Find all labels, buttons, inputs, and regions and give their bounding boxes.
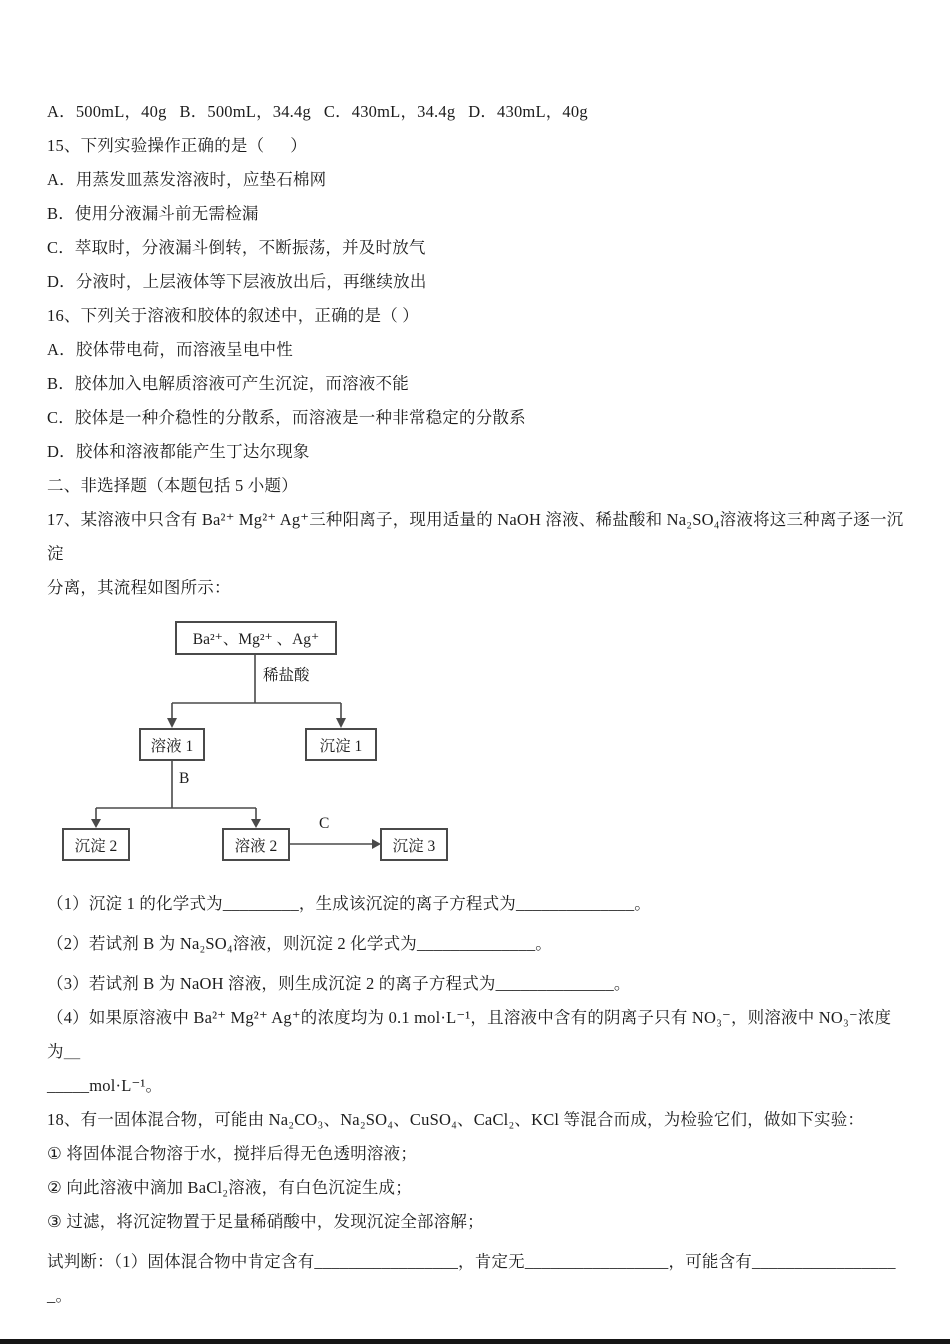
q15-option-c: C．萃取时，分液漏斗倒转，不断振荡，并及时放气 — [47, 238, 426, 257]
flowchart-label-b: B — [179, 770, 190, 787]
flowchart-label-c: C — [319, 815, 330, 832]
q15-stem: 15、下列实验操作正确的是（ ） — [47, 136, 307, 155]
flowchart-connectors — [47, 621, 517, 863]
q15-option-a: A．用蒸发皿蒸发溶液时，应垫石棉网 — [47, 170, 327, 189]
q16-option-b: B．胶体加入电解质溶液可产生沉淀，而溶液不能 — [47, 374, 409, 393]
q18-stem: 18、有一固体混合物，可能由 Na₂CO₃、Na₂SO₄、CuSO₄、CaCl₂、KCl 等混合而成，为检验它们，做如下实验： — [47, 1110, 865, 1129]
flowchart-box-precipitate2: 沉淀 2 — [62, 828, 130, 861]
flowchart-box-precipitate3: 沉淀 3 — [380, 828, 448, 861]
q17-stem-line2: 分离，其流程如图所示： — [47, 578, 231, 597]
q18-judge-line2: _。 — [47, 1286, 73, 1305]
q17-sub2: （2）若试剂 B 为 Na₂SO₄溶液，则沉淀 2 化学式为______________。 — [47, 934, 552, 953]
window-bottom-edge — [0, 1339, 950, 1344]
q18-step-3: ③ 过滤，将沉淀物置于足量稀硝酸中，发现沉淀全部溶解； — [47, 1212, 484, 1231]
q15-option-d: D．分液时，上层液体等下层液放出后，再继续放出 — [47, 272, 427, 291]
flowchart-box-solution1: 溶液 1 — [139, 728, 205, 761]
flowchart-box-solution2: 溶液 2 — [222, 828, 290, 861]
q18-step-1: ① 将固体混合物溶于水，搅拌后得无色透明溶液； — [47, 1144, 418, 1163]
q17-sub4-line2: _____mol·L⁻¹。 — [47, 1076, 163, 1095]
q18-judge-line1: 试判断：（1）固体混合物中肯定含有_________________，肯定无_________________，可能含有_________________ — [47, 1252, 896, 1271]
q16-stem: 16、下列关于溶液和胶体的叙述中，正确的是（ ） — [47, 306, 419, 325]
q16-option-d: D．胶体和溶液都能产生丁达尔现象 — [47, 442, 310, 461]
separation-flowchart — [47, 621, 517, 863]
answers-line: A．500mL，40g B．500mL，34.4g C．430mL，34.4g D．430mL，40g — [47, 102, 588, 121]
flowchart-reagent-label: 稀盐酸 — [263, 667, 310, 684]
q17-sub3: （3）若试剂 B 为 NaOH 溶液，则生成沉淀 2 的离子方程式为______________。 — [47, 974, 631, 993]
q16-option-c: C．胶体是一种介稳性的分散系，而溶液是一种非常稳定的分散系 — [47, 408, 526, 427]
q16-option-a: A．胶体带电荷，而溶液呈电中性 — [47, 340, 293, 359]
q17-stem-line1: 17、某溶液中只含有 Ba²⁺ Mg²⁺ Ag⁺三种阳离子，现用适量的 NaOH 溶液、稀盐酸和 Na₂SO₄溶液将这三种离子逐一沉淀 — [47, 510, 904, 563]
q15-option-b: B．使用分液漏斗前无需检漏 — [47, 204, 259, 223]
q18-step-2: ② 向此溶液中滴加 BaCl₂溶液，有白色沉淀生成； — [47, 1178, 412, 1197]
q17-sub1: （1）沉淀 1 的化学式为_________，生成该沉淀的离子方程式为______________。 — [47, 894, 651, 913]
flowchart-box-precipitate1: 沉淀 1 — [305, 728, 377, 761]
flowchart-box-ions: Ba²⁺、Mg²⁺ 、Ag⁺ — [175, 621, 337, 655]
q17-sub4-line1: （4）如果原溶液中 Ba²⁺ Mg²⁺ Ag⁺的浓度均为 0.1 mol·L⁻¹，且溶液中含有的阴离子只有 NO₃⁻，则溶液中 NO₃⁻浓度为＿ — [47, 1008, 892, 1061]
section2-header: 二、非选择题（本题包括 5 小题） — [47, 476, 298, 495]
